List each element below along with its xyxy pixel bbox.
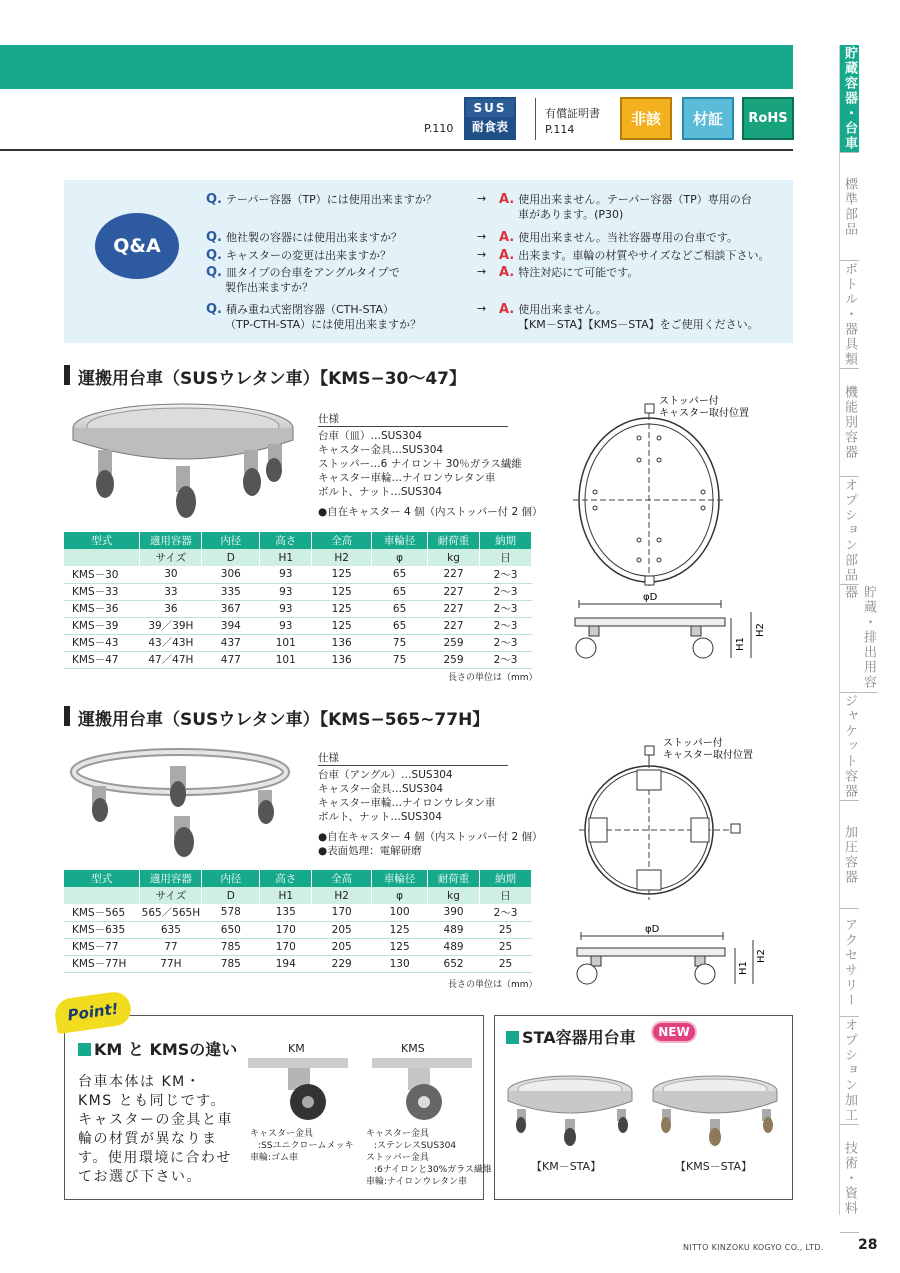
table-subheader: D (202, 887, 260, 904)
table-cell: 565／565H (140, 904, 202, 921)
table-cell: 93 (260, 566, 312, 583)
table-cell: 477 (202, 651, 260, 668)
table-cell: 125 (372, 938, 428, 955)
table-cell: 77 (140, 938, 202, 955)
section2-spec (318, 751, 543, 858)
table-row (64, 634, 532, 651)
qa-arrow: → (477, 230, 487, 243)
table-cell: KMS－635 (64, 921, 140, 938)
table-subheader (64, 549, 140, 566)
table-subheader: H2 (312, 887, 372, 904)
table-row (64, 904, 532, 921)
table-header: 耐荷重 (428, 870, 480, 887)
table-cell: 227 (428, 617, 480, 634)
table-cell: 93 (260, 617, 312, 634)
qa-question-1: Q. テーパー容器（TP）には使用出来ますか？ (206, 192, 437, 207)
point-badge: Point! (53, 990, 133, 1034)
table-subheader: φ (372, 887, 428, 904)
table-cell: 2～3 (480, 904, 532, 921)
section2-title: 運搬用台車（SUSウレタン車）【KMS−565~77H】 (64, 705, 489, 730)
table-cell: 125 (312, 583, 372, 600)
km-caster-image (248, 1058, 348, 1124)
table-cell: KMS－30 (64, 566, 140, 583)
table-cell: KMS－43 (64, 634, 140, 651)
table-cell: 394 (202, 617, 260, 634)
h1-label: H1 (738, 961, 749, 975)
table-header: 高さ (260, 870, 312, 887)
table-header: 適用容器 (140, 870, 202, 887)
index-item[interactable]: 貯蔵容器・台車 (842, 46, 857, 151)
table-row (64, 955, 532, 972)
table-cell: 2～3 (480, 617, 532, 634)
index-item[interactable]: アクセサリー (840, 909, 859, 1017)
table-subheader: サイズ (140, 887, 202, 904)
table-cell: 75 (372, 651, 428, 668)
index-item[interactable]: 加圧容器 (840, 801, 859, 909)
qa-answer-5: A. 使用出来ません。 【KM－STA】【KMS－STA】をご使用ください。 (499, 302, 759, 331)
kms-sta-image (648, 1073, 783, 1153)
spec-line: ボルト、ナット…SUS304 (318, 811, 442, 823)
section2-table (64, 870, 532, 973)
sus-badge-bottom: 耐食表 (466, 117, 514, 138)
table-cell: 135 (260, 904, 312, 921)
table-cell: 785 (202, 938, 260, 955)
km-sta-label: 【KM－STA】 (531, 1160, 602, 1173)
table-cell: 652 (428, 955, 480, 972)
qa-answer-2: A. 使用出来ません。当社容器専用の台車です。 (499, 230, 739, 245)
table-cell: 194 (260, 955, 312, 972)
table-row (64, 600, 532, 617)
table-cell: 65 (372, 600, 428, 617)
new-badge: NEW (651, 1021, 697, 1043)
table-cell: 136 (312, 651, 372, 668)
table-subheader: kg (428, 887, 480, 904)
qa-badge: Q&A (95, 213, 179, 279)
angle-cart-diagram (565, 734, 805, 994)
table-subheader: kg (428, 549, 480, 566)
diagram-label: ストッパー付 (663, 738, 723, 749)
qa-question-4: Q. 皿タイプの台車をアングルタイプで 製作出来ますか？ (206, 265, 400, 294)
qa-question-2: Q. 他社製の容器には使用出来ますか？ (206, 230, 402, 245)
table-cell: 125 (312, 600, 372, 617)
qa-arrow: → (477, 192, 487, 205)
h1-label: H1 (735, 637, 746, 651)
table-cell: 306 (202, 566, 260, 583)
table-cell: 205 (312, 938, 372, 955)
table-cell: 170 (260, 938, 312, 955)
table-cell: 100 (372, 904, 428, 921)
table-cell: 578 (202, 904, 260, 921)
table-cell: 47／47H (140, 651, 202, 668)
index-item[interactable]: ボトル・器具類 (842, 262, 857, 367)
table-cell: 635 (140, 921, 202, 938)
qa-question-5: Q. 積み重ね式密閉容器（CTH-STA） （TP-CTH-STA）には使用出来ますか？ (206, 302, 422, 331)
table-header: 高さ (260, 532, 312, 549)
cert-line2: P.114 (545, 123, 575, 136)
spec-line: 台車（皿）…SUS304 (318, 430, 423, 442)
table-header: 適用容器 (140, 532, 202, 549)
table-cell: 227 (428, 600, 480, 617)
table-cell: KMS－47 (64, 651, 140, 668)
table-cell: 93 (260, 600, 312, 617)
index-item[interactable]: オプション加工 (842, 1018, 857, 1123)
table-cell: KMS－77H (64, 955, 140, 972)
spec-note: ●自在キャスター 4 個（内ストッパー付 2 個） (318, 831, 543, 843)
cert-separator (535, 98, 536, 140)
header-rule (0, 149, 793, 151)
tray-cart-image (68, 398, 298, 523)
tray-cart-diagram (565, 392, 805, 692)
table-row (64, 921, 532, 938)
footer-company: NITTO KINZOKU KOGYO CO., LTD. (683, 1243, 824, 1252)
spec-note: ●自在キャスター 4 個（内ストッパー付 2 個） (318, 506, 543, 518)
sus-badge-top: SUS (466, 99, 514, 117)
table-cell: KMS－77 (64, 938, 140, 955)
table-row (64, 651, 532, 668)
qa-arrow: → (477, 248, 487, 261)
qa-answer-3: A. 出来ます。車輪の材質やサイズなどご相談下さい。 (499, 248, 770, 263)
qa-arrow: → (477, 302, 487, 315)
table-cell: 30 (140, 566, 202, 583)
table-cell: 39／39H (140, 617, 202, 634)
kms-caster-spec: キャスター金具 :ステンレスSUS304 ストッパー金具 :6ナイロンと30%ガラス繊維 車輪:ナイロンウレタン車 (366, 1129, 492, 1187)
point-body: 台車本体は KM・KMS とも同じです。キャスターの金具と車輪の材質が異なります。使用環境に合わせてお選び下さい。 (78, 1074, 233, 1185)
page-number: 28 (858, 1237, 878, 1253)
unit-note: 長さの単位は（mm） (448, 673, 538, 683)
table-subheader: H1 (260, 887, 312, 904)
table-cell: 101 (260, 634, 312, 651)
phi-d-label: φD (643, 592, 658, 603)
spec-line: キャスター金具…SUS304 (318, 444, 444, 456)
table-cell: 259 (428, 634, 480, 651)
table-cell: 489 (428, 921, 480, 938)
spec-line: ストッパー…6 ナイロン＋ 30％ガラス繊維 (318, 458, 522, 470)
table-cell: 65 (372, 566, 428, 583)
table-subheader: 日 (480, 549, 532, 566)
spec-note: ●表面処理：電解研磨 (318, 845, 422, 857)
cert-line1: 有償証明書 (545, 107, 600, 120)
table-cell: 229 (312, 955, 372, 972)
qa-arrow: → (477, 265, 487, 278)
index-item[interactable]: 機能別容器 (840, 369, 859, 477)
table-cell: 25 (480, 955, 532, 972)
table-cell: KMS－33 (64, 583, 140, 600)
table-cell: 2～3 (480, 583, 532, 600)
cert-ref (545, 106, 600, 138)
section1-title: 運搬用台車（SUSウレタン車）【KMS−30～47】 (64, 364, 466, 389)
table-cell: 75 (372, 634, 428, 651)
spec-line: 台車（アングル）…SUS304 (318, 769, 453, 781)
table-cell: 125 (372, 921, 428, 938)
table-cell: 170 (260, 921, 312, 938)
table-cell: KMS－39 (64, 617, 140, 634)
spec-line: キャスター車輪…ナイロンウレタン車 (318, 797, 496, 809)
table-cell: 25 (480, 938, 532, 955)
index-item[interactable]: ジャケット容器 (842, 694, 857, 799)
side-index (840, 45, 900, 1233)
table-cell: 43／43H (140, 634, 202, 651)
spec-head: 仕様 (318, 412, 508, 427)
table-subheader: D (202, 549, 260, 566)
p110-ref: P.110 (424, 122, 454, 135)
kms-label: KMS (401, 1042, 425, 1055)
table-header: 型式 (64, 870, 140, 887)
table-cell: 785 (202, 955, 260, 972)
spec-head: 仕様 (318, 751, 508, 766)
km-caster-spec: キャスター金具 :SSユニクロームメッキ 車輪:ゴム車 (250, 1129, 354, 1163)
qa-question-3: Q. キャスターの変更は出来ますか？ (206, 248, 391, 263)
phi-d-label: φD (645, 924, 660, 935)
table-cell: 489 (428, 938, 480, 955)
index-item[interactable]: 貯蔵・排出用容器 (840, 585, 878, 693)
km-sta-image (503, 1073, 638, 1153)
table-cell: 170 (312, 904, 372, 921)
diagram-label: ストッパー付 (659, 396, 719, 407)
table-cell: 65 (372, 583, 428, 600)
angle-cart-image (70, 750, 290, 860)
diagram-label: キャスター取付位置 (659, 408, 749, 419)
table-cell: 335 (202, 583, 260, 600)
table-cell: 125 (312, 566, 372, 583)
h2-label: H2 (756, 949, 767, 963)
table-header: 内径 (202, 532, 260, 549)
index-item[interactable]: 技術・資料 (840, 1125, 859, 1233)
tag-higai: 非該 (620, 97, 672, 140)
spec-line: キャスター車輪…ナイロンウレタン車 (318, 472, 496, 484)
table-cell: 227 (428, 583, 480, 600)
table-subheader: サイズ (140, 549, 202, 566)
h2-label: H2 (755, 623, 766, 637)
table-cell: KMS－565 (64, 904, 140, 921)
table-cell: 65 (372, 617, 428, 634)
tag-rohs: RoHS (742, 97, 794, 140)
table-header: 納期 (480, 532, 532, 549)
table-cell: 101 (260, 651, 312, 668)
table-cell: 136 (312, 634, 372, 651)
spec-line: ボルト、ナット…SUS304 (318, 486, 442, 498)
table-cell: 2～3 (480, 634, 532, 651)
tag-zaisho: 材証 (682, 97, 734, 140)
table-subheader: 日 (480, 887, 532, 904)
table-subheader (64, 887, 140, 904)
table-cell: 36 (140, 600, 202, 617)
table-row (64, 583, 532, 600)
sus-badge (464, 97, 516, 140)
table-row (64, 617, 532, 634)
table-header: 車輪径 (372, 532, 428, 549)
table-header: 納期 (480, 870, 532, 887)
table-cell: 2～3 (480, 651, 532, 668)
diagram-label: キャスター取付位置 (663, 750, 753, 761)
table-subheader: φ (372, 549, 428, 566)
table-cell: 77H (140, 955, 202, 972)
table-cell: 33 (140, 583, 202, 600)
table-header: 全高 (312, 532, 372, 549)
table-header: 車輪径 (372, 870, 428, 887)
kms-sta-label: 【KMS－STA】 (675, 1160, 753, 1173)
table-subheader: H1 (260, 549, 312, 566)
qa-answer-4: A. 特注対応にて可能です。 (499, 265, 639, 280)
table-cell: 2～3 (480, 600, 532, 617)
point-title: KM と KMSの違い (78, 1037, 237, 1060)
table-cell: 390 (428, 904, 480, 921)
table-cell: 125 (312, 617, 372, 634)
header-band (0, 45, 793, 89)
table-row (64, 566, 532, 583)
table-cell: 227 (428, 566, 480, 583)
index-item[interactable]: 標準部品 (840, 153, 859, 261)
kms-caster-image (372, 1058, 472, 1124)
table-cell: 259 (428, 651, 480, 668)
table-cell: 650 (202, 921, 260, 938)
table-subheader: H2 (312, 549, 372, 566)
table-header: 全高 (312, 870, 372, 887)
table-cell: 367 (202, 600, 260, 617)
spec-line: キャスター金具…SUS304 (318, 783, 444, 795)
table-header: 型式 (64, 532, 140, 549)
table-cell: 2～3 (480, 566, 532, 583)
unit-note: 長さの単位は（mm） (448, 980, 538, 990)
qa-answer-1: A. 使用出来ません。テーパー容器（TP）専用の台 車があります。(P30) (499, 192, 752, 221)
sta-title: STA容器用台車 (506, 1025, 636, 1048)
table-header: 内径 (202, 870, 260, 887)
km-label: KM (288, 1042, 305, 1055)
table-cell: KMS－36 (64, 600, 140, 617)
table-header: 耐荷重 (428, 532, 480, 549)
table-cell: 93 (260, 583, 312, 600)
index-item[interactable]: オプション部品 (842, 478, 857, 583)
table-cell: 130 (372, 955, 428, 972)
table-cell: 205 (312, 921, 372, 938)
section1-table (64, 532, 532, 669)
table-cell: 25 (480, 921, 532, 938)
table-row (64, 938, 532, 955)
section1-spec (318, 412, 543, 519)
table-cell: 437 (202, 634, 260, 651)
